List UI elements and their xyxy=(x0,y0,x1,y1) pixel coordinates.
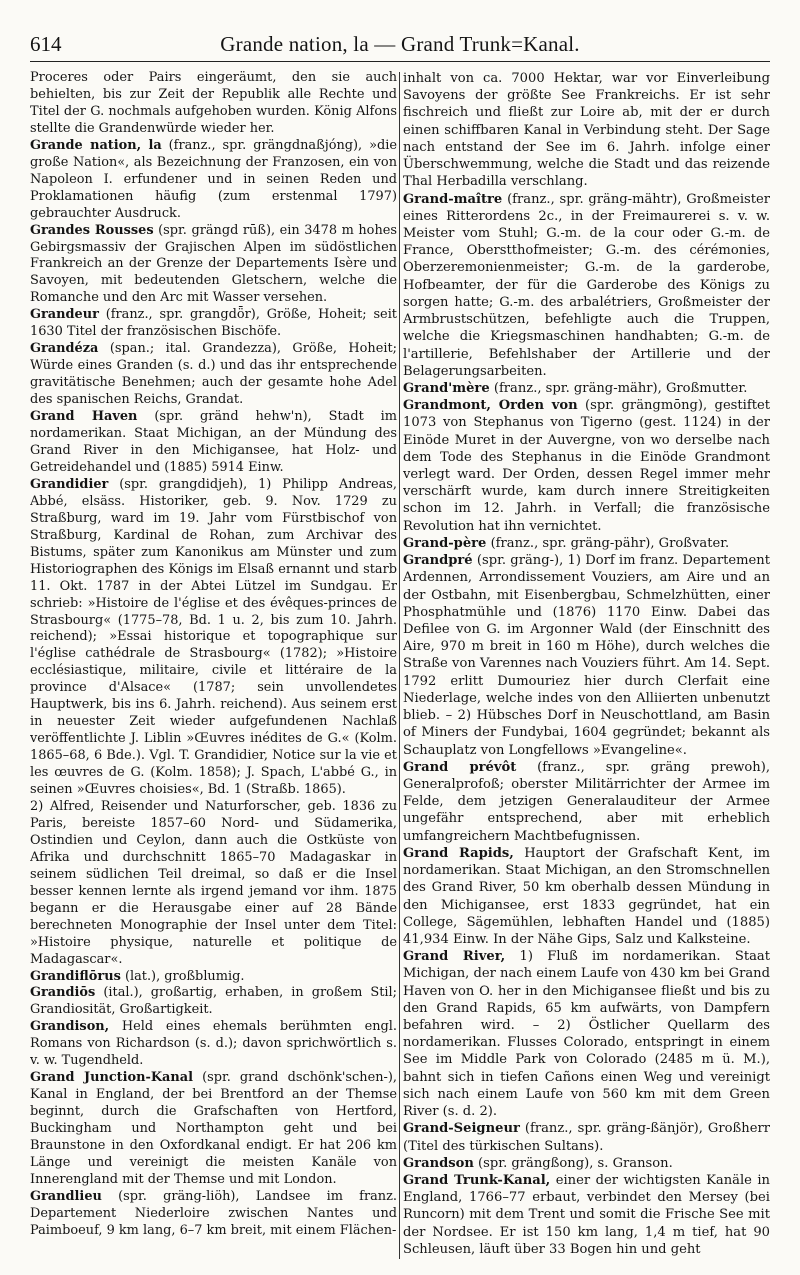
dictionary-entry xyxy=(30,70,397,138)
entry-lemma: Grandiflōrus xyxy=(30,968,121,984)
dictionary-entry xyxy=(30,341,397,409)
entry-text: 2) Alfred, Reisender und Naturforscher, geb. 1836 zu Paris, bereiste 1857–60 Nord- und Südamerika, Ostindien und Ceylon, dann auch die Ostküste von Afrika und durchschnitt 1865–70 Madagaskar in seinem südlichen Teil dreimal, so daß er die Insel besser kennen lernte als irgend jemand vor ihm. 1875 begann er die Herausgabe einer auf 28 Bände berechneten Monographie der Insel unter dem Titel: »Histoire physique, naturelle et politique de Madagascar«. xyxy=(30,798,397,967)
entry-text: Proceres oder Pairs eingeräumt, den sie auch behielten, bis zur Zeit der Republik alle Rechte und Titel der G. nochmals aufgehoben wurden. König Alfons stellte die Grandenwürde wieder her. xyxy=(30,70,397,136)
dictionary-entry xyxy=(403,1172,770,1258)
entry-text: (spr. grängmōng), gestiftet 1073 von Stephanus von Tigerno (gest. 1124) in der Einöde Muret in der Auvergne, von wo derselbe nach dem Tode des Stephanus in die Einöde Grandmont verlegt ward. Der Orden, dessen Regel immer mehr verschärft wurde, kam durch innere Streitigkeiten schon im 12. Jahrh. in Verfall; die französische Revolution hat ihn vernichtet. xyxy=(403,398,770,534)
entry-text: Held eines ehemals berühmten engl. Romans von Richardson (s. d.); davon sprichwörtlich s. v. w. Tugendheld. xyxy=(30,1019,397,1069)
dictionary-entry xyxy=(403,948,770,1120)
entry-text: (spr. gräng-liöh), Landsee im franz. Departement Niederloire zwischen Nantes und Paimboeuf, 9 km lang, 6–7 km breit, mit einem Flächen- xyxy=(30,1188,397,1238)
entry-text: (franz., spr. gräng-mähr), Großmutter. xyxy=(493,380,748,396)
entry-lemma: Grand Trunk-Kanal, xyxy=(403,1173,551,1188)
entry-lemma: Grandlieu xyxy=(30,1188,102,1204)
dictionary-entry xyxy=(30,409,397,477)
entry-text: inhalt von ca. 7000 Hektar, war vor Einverleibung Savoyens der größte See Frankreichs. Er ist sehr fischreich und fließt zur Loire ab, mit der er durch einen schiffbaren Kanal in Verbindung steht. Der Sage nach entstand der See im 6. Jahrh. infolge einer Überschwemmung, welche die Stadt und das reizende Thal Herbadilla verschlang. xyxy=(403,71,770,190)
entry-text: (spr. grangdidjeh), 1) Philipp Andreas, Abbé, elsäss. Historiker, geb. 9. Nov. 1729 zu Straßburg, ward im 19. Jahr vom Fürstbischof von Straßburg, Kardinal de Rohan, zum Archivar des Bistums, später zum Kanonikus am Münster und zum Historiographen des Königs im Elsaß ernannt und starb 11. Okt. 1787 in der Abtei Lützel im Sundgau. Er schrieb: »Histoire de l'église et des évêques-princes de Strasbourg« (1775–78, Bd. 1 u. 2, bis zum 10. Jahrh. reichend); »Essai historique et topographique sur l'église cathédrale de Strasbourg« (1782); »Histoire ecclésiastique, militaire, civile et littéraire de la province d'Alsace« (1787; sein unvollendetes Hauptwerk, bis ins 6. Jahrh. reichend). Aus seinem erst in neuester Zeit wieder aufgefundenen Nachlaß veröffentlichte J. Liblin »Œuvres inédites de G.« (Kolm. 1865–68, 6 Bde.). Vgl. T. Grandidier, Notice sur la vie et les œuvres de G. (Kolm. 1858); J. Spach, L'abbé G., in seinen »Œuvres choisies«, Bd. 1 (Straßb. 1865). xyxy=(30,476,397,798)
entry-text: (franz., spr. gräng-mähtr), Großmeister eines Ritterordens 2c., in der Freimaurerei s. v. w. Meister vom Stuhl; G.-m. de la cour oder G.-m. de France, Oberstthofmeister; G.-m. des cérémonies, Oberzeremonienmeister; G.-m. de la garderobe, Hofbeamter, der für die Garderobe des Königs zu sorgen hatte; G.-m. des arbalétriers, Großmeister der Armbrustschützen, befehligte auch die Truppen, welche die Kriegsmaschinen handhabten; G.-m. de l'artillerie, Befehlshaber der Artillerie und der Belagerungsarbeiten. xyxy=(403,191,770,379)
dictionary-entry xyxy=(30,1070,397,1189)
entry-lemma: Grandmont, Orden von xyxy=(403,398,578,414)
entry-text: (lat.), großblumig. xyxy=(124,968,245,984)
right-column xyxy=(403,70,770,1265)
column-divider xyxy=(399,72,400,1259)
entry-lemma: Grandison, xyxy=(30,1019,110,1035)
dictionary-entry xyxy=(30,138,397,223)
entry-lemma: Grand River, xyxy=(403,949,506,965)
entry-text: 1) Fluß im nordamerikan. Staat Michigan, der nach einem Laufe von 430 km bei Grand Haven von O. her in den Michigansee fließt und bis zu den Grand Rapids, 65 km aufwärts, von Dampfern befahren wird. – 2) Östlicher Quellarm des nordamerikan. Flusses Colorado, entspringt in einem See im Middle Park von Colorado (2485 m ü. M.), bahnt sich in tiefen Cañons einen Weg und vereinigt sich nach einem Laufe von 560 km mit dem Green River (s. d. 2). xyxy=(403,949,770,1120)
entry-text: (ital.), großartig, erhaben, in großem Stil; Grandiosität, Großartigkeit. xyxy=(30,985,397,1018)
dictionary-entry xyxy=(30,307,397,341)
entry-text: (span.; ital. Grandezza), Größe, Hoheit; Würde eines Granden (s. d.) und das ihr entsprechende gravitätische Benehmen; auch der gesamte hohe Adel des spanischen Reichs, Grandat. xyxy=(30,341,397,408)
entry-lemma: Grand-Seigneur xyxy=(403,1121,520,1137)
entry-lemma: Grandson xyxy=(403,1155,474,1171)
dictionary-entry xyxy=(30,223,397,308)
dictionary-entry xyxy=(403,380,770,397)
dictionary-entry xyxy=(403,397,770,535)
dictionary-entry xyxy=(403,535,770,552)
dictionary-entry xyxy=(30,969,397,986)
entry-lemma: Grandpré xyxy=(403,553,473,569)
entry-lemma: Grand'mère xyxy=(403,380,490,396)
dictionary-entry xyxy=(403,1155,770,1172)
text-columns xyxy=(30,70,770,1265)
entry-lemma: Grandiōs xyxy=(30,985,96,1001)
entry-text: (spr. grand dschönk'schen-), Kanal in England, der bei Brentford an der Themse beginnt, durch die Grafschaften von Hertford, Buckingham und Northampton geht und bei Braunstone in den Oxfordkanal endigt. Er hat 206 km Länge und vereinigt die meisten Kanäle von Innerengland mit der Themse und mit London. xyxy=(30,1070,397,1187)
entry-text: (spr. gräng-), 1) Dorf im franz. Departement Ardennen, Arrondissement Vouziers, am Aire und an der Ostbahn, mit Eisenbergbau, Schmelzhütten, einer Phosphatmühle und (1876) 1170 Einw. Dabei das Defilee von G. im Argonner Wald (der Einschnitt des Aire, 970 m breit in 160 m Höhe), durch welches die Straße von Varennes nach Vouziers führt. Am 14. Sept. 1792 erlitt Dumouriez hier durch Clerfait eine Niederlage, welche indes von den Alliierten unbenutzt blieb. – 2) Hübsches Dorf in Neuschottland, am Basin of Miners der Fundybai, 1604 gegründet; bekannt als Schauplatz von Longfellows »Evangeline«. xyxy=(403,553,770,758)
entry-lemma: Grandéza xyxy=(30,341,99,357)
entry-lemma: Grandes Rousses xyxy=(30,222,154,238)
dictionary-entry xyxy=(30,1189,397,1240)
dictionary-entry xyxy=(30,985,397,1019)
dictionary-entry xyxy=(403,759,770,845)
entry-text: einer der wichtigsten Kanäle in England, 1766–77 erbaut, verbindet den Mersey (bei Runcorn) mit dem Trent und somit die Frische See mit der Nordsee. Er ist 150 km lang, 1,4 m tief, hat 90 Schleusen, läuft über 33 Bogen hin und geht xyxy=(403,1173,770,1257)
entry-text: (spr. grängd rūß), ein 3478 m hohes Gebirgsmassiv der Grajischen Alpen im südöstlichen Frankreich an der Grenze der Departements Isère und Savoyen, mit bedeutenden Gletschern, welche die Romanche und den Arc mit Wasser versehen. xyxy=(30,222,397,306)
entry-text: (spr. gränd hehw'n), Stadt im nordamerikan. Staat Michigan, an der Mündung des Grand River in den Michigansee, hat Holz- und Getreidehandel und (1885) 5914 Einw. xyxy=(30,409,397,475)
page-number: 614 xyxy=(30,32,62,56)
entry-lemma: Grand-maître xyxy=(403,191,503,207)
entry-lemma: Grandeur xyxy=(30,307,99,323)
entry-text: (franz., spr. grängdnaßjóng), »die große Nation«, als Bezeichnung der Franzosen, ein von Napoleon I. erfundener und in seinen Reden und Proklamationen häufig (zum erstenmal 1797) gebrauchter Ausdruck. xyxy=(30,137,397,221)
entry-text: (franz., spr. gräng-ßänjör), Großherr (Titel des türkischen Sultans). xyxy=(403,1121,770,1154)
left-column xyxy=(30,70,397,1265)
entry-text: Hauptort der Grafschaft Kent, im nordamerikan. Staat Michigan, an den Stromschnellen des Grand River, 50 km oberhalb dessen Mündung in den Michigansee, erst 1833 gegründet, hat ein College, Sägemühlen, lebhaften Handel und (1885) 41,934 Einw. In der Nähe Gips, Salz und Kalksteine. xyxy=(403,845,770,947)
entry-text: (franz., spr. gräng prewoh), Generalprofoß; oberster Militärrichter der Armee im Felde, dem jetzigen Generalauditeur der Armee ungefähr entsprechend, aber mit erheblich umfangreichern Machtbefugnissen. xyxy=(403,759,770,844)
entry-lemma: Grandidier xyxy=(30,476,109,492)
entry-lemma: Grand Rapids, xyxy=(403,845,514,861)
entry-text: (franz., spr. grangdȫr), Größe, Hoheit; seit 1630 Titel der französischen Bischöfe. xyxy=(30,307,397,340)
dictionary-entry xyxy=(30,799,397,969)
entry-lemma: Grand Haven xyxy=(30,409,138,425)
dictionary-entry xyxy=(403,1120,770,1154)
entry-text: (franz., spr. gräng-pähr), Großvater. xyxy=(490,535,730,551)
dictionary-entry xyxy=(403,191,770,380)
entry-text: (spr. grängßong), s. Granson. xyxy=(478,1155,673,1171)
dictionary-entry xyxy=(30,1019,397,1070)
dictionary-entry xyxy=(403,845,770,948)
entry-lemma: Grand-père xyxy=(403,535,487,551)
dictionary-entry xyxy=(403,70,770,191)
entry-lemma: Grande nation, la xyxy=(30,137,162,153)
entry-lemma: Grand Junction-Kanal xyxy=(30,1070,194,1086)
dictionary-entry xyxy=(403,552,770,759)
running-title: Grande nation, la — Grand Trunk=Kanal. xyxy=(220,32,580,56)
page-header xyxy=(30,28,770,62)
entry-lemma: Grand prévôt xyxy=(403,759,517,775)
dictionary-entry xyxy=(30,477,397,799)
